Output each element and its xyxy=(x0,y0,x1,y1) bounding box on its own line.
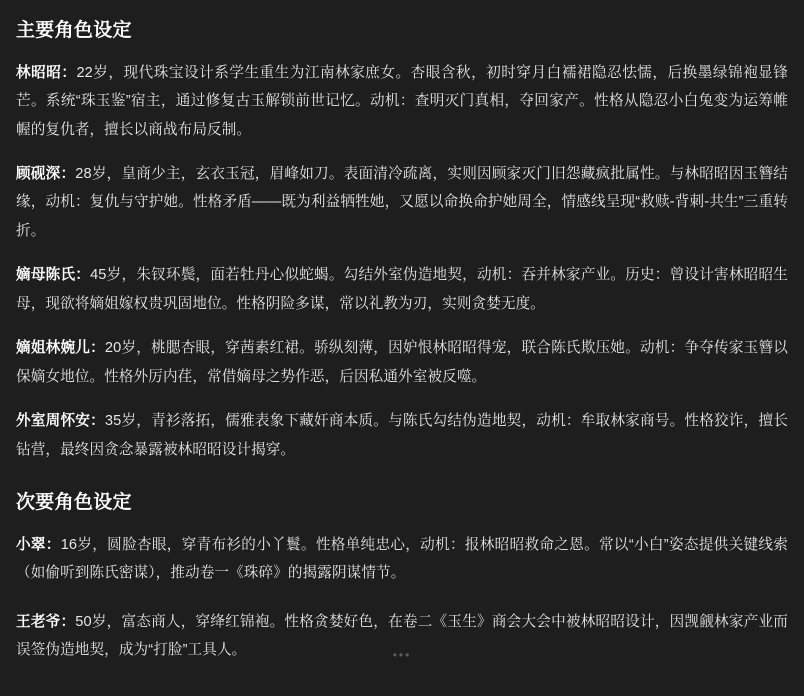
character-description: 50岁，富态商人，穿绛红锦袍。性格贪婪好色，在卷二《玉生》商会大会中被林昭昭设计，因觊觎林家产业而误签伪造地契，成为“打脸”工具人。 xyxy=(16,613,788,658)
character-name: 外室周怀安： xyxy=(16,413,105,430)
character-name: 顾砚深： xyxy=(16,165,76,182)
character-entry xyxy=(16,531,788,588)
character-entry xyxy=(16,407,788,464)
character-name: 嫡姐林婉儿： xyxy=(16,340,105,357)
character-description: 35岁，青衫落拓，儒雅表象下藏奸商本质。与陈氏勾结伪造地契，动机：牟取林家商号。性格狡诈，擅长钻营，最终因贪念暴露被林昭昭设计揭穿。 xyxy=(16,413,788,458)
character-description: 28岁，皇商少主，玄衣玉冠，眉峰如刀。表面清冷疏离，实则因顾家灭门旧怨藏疯批属性。与林昭昭因玉簪结缘，动机：复仇与守护她。性格矛盾——既为利益牺牲她，又愿以命换命护她周全，情感线呈现“救赎-背刺-共生”三重转折。 xyxy=(16,165,788,239)
character-name: 小翠： xyxy=(16,536,61,553)
character-entry xyxy=(16,59,788,144)
character-entry xyxy=(16,160,788,245)
character-description: 22岁，现代珠宝设计系学生重生为江南林家庶女。杏眼含秋，初时穿月白襦裙隐忍怯懦，后换墨绿锦袍显锋芒。系统“珠玉鉴”宿主，通过修复古玉解锁前世记忆。动机：查明灭门真相，夺回家产。性格从隐忍小白兔变为运筹帷幄的复仇者，擅长以商战布局反制。 xyxy=(16,64,788,138)
page-bottom-marker: ••• xyxy=(392,648,412,663)
character-name: 嫡母陈氏： xyxy=(16,267,91,284)
character-description: 16岁，圆脸杏眼，穿青布衫的小丫鬟。性格单纯忠心，动机：报林昭昭救命之恩。常以“小白”姿态提供关键线索（如偷听到陈氏密谋），推动卷一《珠碎》的揭露阴谋情节。 xyxy=(16,536,788,582)
section-title-main: 主要角色设定 xyxy=(16,20,132,41)
section-title-secondary: 次要角色设定 xyxy=(16,492,132,514)
character-description: 20岁，桃腮杏眼，穿茜素红裙。骄纵刻薄，因妒恨林昭昭得宠，联合陈氏欺压她。动机：争夺传家玉簪以保嫡女地位。性格外厉内荏，常借嫡母之势作恶，后因私通外室被反噬。 xyxy=(16,340,788,385)
character-name: 王老爷： xyxy=(16,613,76,630)
character-entry xyxy=(16,334,788,391)
character-entry xyxy=(16,261,788,318)
character-description: 45岁，朱钗环鬓，面若牡丹心似蛇蝎。勾结外室伪造地契，动机：吞并林家产业。历史：曾设计害林昭昭生母，现欲将嫡姐嫁权贵巩固地位。性格阴险多谋，常以礼教为刃，实则贪婪无度。 xyxy=(16,267,788,312)
character-name: 林昭昭： xyxy=(16,64,77,81)
